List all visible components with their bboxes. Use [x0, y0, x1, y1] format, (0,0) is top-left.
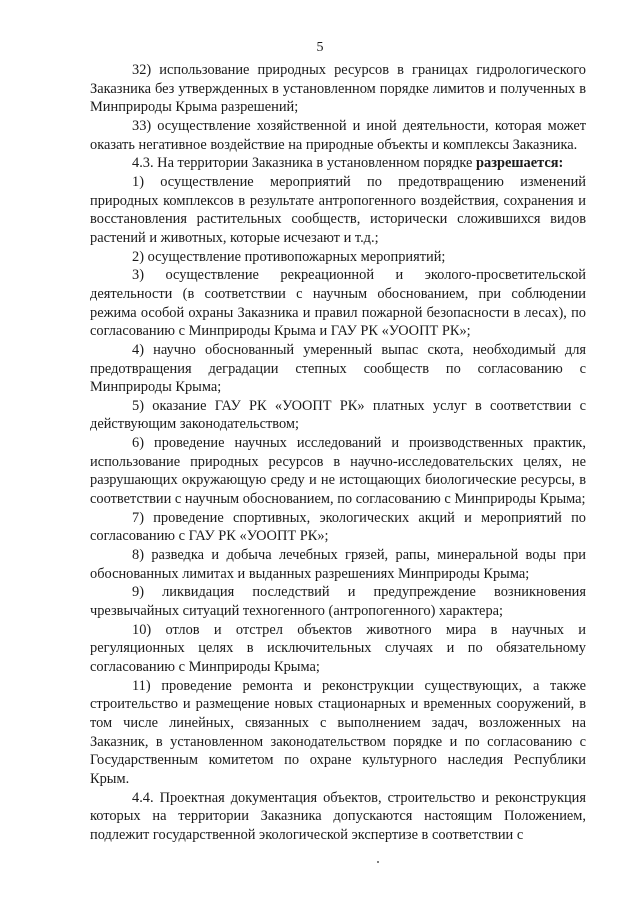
allowed-item-7: 7) проведение спортивных, экологических акций и мероприятий по согласованию с ГАУ РК «УООПТ РК»;	[90, 509, 586, 545]
allowed-item-5: 5) оказание ГАУ РК «УООПТ РК» платных услуг в соответствии с действующим законодательством;	[90, 397, 586, 433]
allowed-item-10: 10) отлов и отстрел объектов животного мира в научных и регуляционных целях в исключительных случаях и по обязательному согласованию с Минприроды Крыма;	[90, 621, 586, 675]
allowed-item-1: 1) осуществление мероприятий по предотвращению изменений природных комплексов в результате антропогенного воздействия, сохранения и восстановления растительных сообществ, исторически сложившихся видов растений и животных, которые исчезают и т.д.;	[90, 173, 586, 246]
paragraph-item-33: 33) осуществление хозяйственной и иной деятельности, которая может оказать негативное воздействие на природные объекты и комплексы Заказника.	[90, 117, 586, 153]
allowed-item-11: 11) проведение ремонта и реконструкции существующих, а также строительство и размещение новых стационарных и временных сооружений, в том числе линейных, связанных с выполнением задач, возложенных на Заказник, в установленном законодательством порядке и по согласованию с Государственным комитетом по охране культурного наследия Республики Крым.	[90, 677, 586, 787]
section-4-3-heading	[90, 154, 586, 173]
section-4-3-emphasis: разрешается:	[476, 155, 564, 172]
allowed-item-9: 9) ликвидация последствий и предупреждение возникновения чрезвычайных ситуаций техногенного (антропогенного) характера;	[90, 584, 586, 620]
paragraph-item-32: 32) использование природных ресурсов в границах гидрологического Заказника без утвержденных в установленном порядке лимитов и полученных в Минприроды Крыма разрешений;	[90, 62, 586, 116]
section-4-3-intro: 4.3. На территории Заказника в установленном порядке	[132, 155, 473, 172]
allowed-item-4: 4) научно обоснованный умеренный выпас скота, необходимый для предотвращения деградации степных сообществ по согласованию с Минприроды Крыма;	[90, 341, 586, 396]
section-4-4-paragraph: 4.4. Проектная документация объектов, строительство и реконструкция которых на территории Заказника допускаются настоящим Положением, подлежит государственной экологической экспертизе в соответствии с	[90, 789, 586, 843]
allowed-item-8: 8) разведка и добыча лечебных грязей, рапы, минеральной воды при обоснованных лимитах и выданных разрешениях Минприроды Крыма;	[90, 547, 586, 582]
allowed-item-3: 3) осуществление рекреационной и эколого-просветительской деятельности (в соответствии с научным обоснованием, при соблюдении режима особой охраны Заказника и правил пожарной безопасности в лесах), по согласованию с Минприроды Крыма и ГАУ РК «УООПТ РК»;	[90, 267, 586, 340]
allowed-item-2: 2) осуществление противопожарных мероприятий;	[132, 248, 446, 265]
page-number: 5	[316, 40, 324, 55]
document-body	[90, 61, 586, 845]
scan-speck	[377, 861, 379, 863]
allowed-item-6: 6) проведение научных исследований и производственных практик, использование природных ресурсов в научно-исследовательских целях, не разрушающих окружающую среду и не истощающих биологические ресурсы, в соответствии с научным обоснованием, по согласованию с Минприроды Крыма;	[90, 435, 586, 508]
